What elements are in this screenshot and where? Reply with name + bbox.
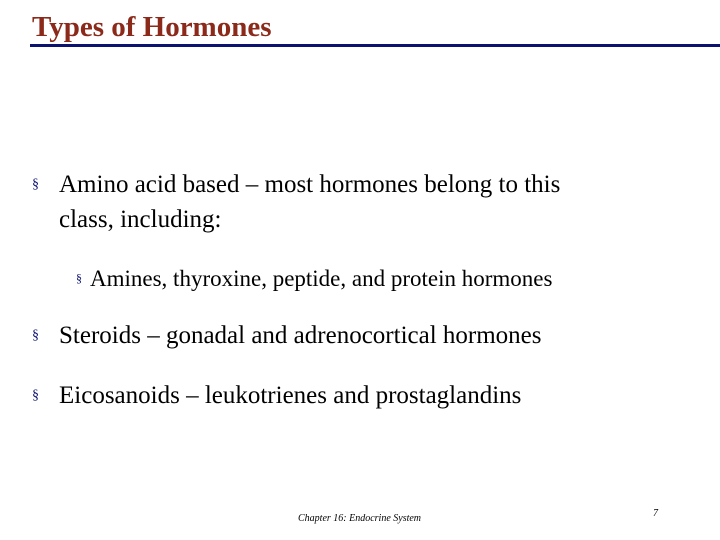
title-underline-rule <box>30 44 720 47</box>
page-number: 7 <box>653 508 658 519</box>
bullet-marker-icon: § <box>32 177 39 192</box>
footer-chapter-label: Chapter 16: Endocrine System <box>298 513 422 524</box>
bullet-marker-icon: § <box>32 328 39 343</box>
bullet-text-line1: Amino acid based – most hormones belong to this <box>59 171 561 198</box>
bullet-text: Steroids – gonadal and adrenocortical hormones <box>59 322 542 349</box>
sub-bullet-marker-icon: § <box>76 271 82 285</box>
slide-title: Types of Hormones <box>32 11 272 43</box>
bullet-marker-icon: § <box>32 388 39 403</box>
bullet-text: Eicosanoids – leukotrienes and prostaglandins <box>59 382 522 409</box>
bullet-text-line2: class, including: <box>59 206 222 233</box>
sub-bullet-text: Amines, thyroxine, peptide, and protein hormones <box>90 266 553 291</box>
